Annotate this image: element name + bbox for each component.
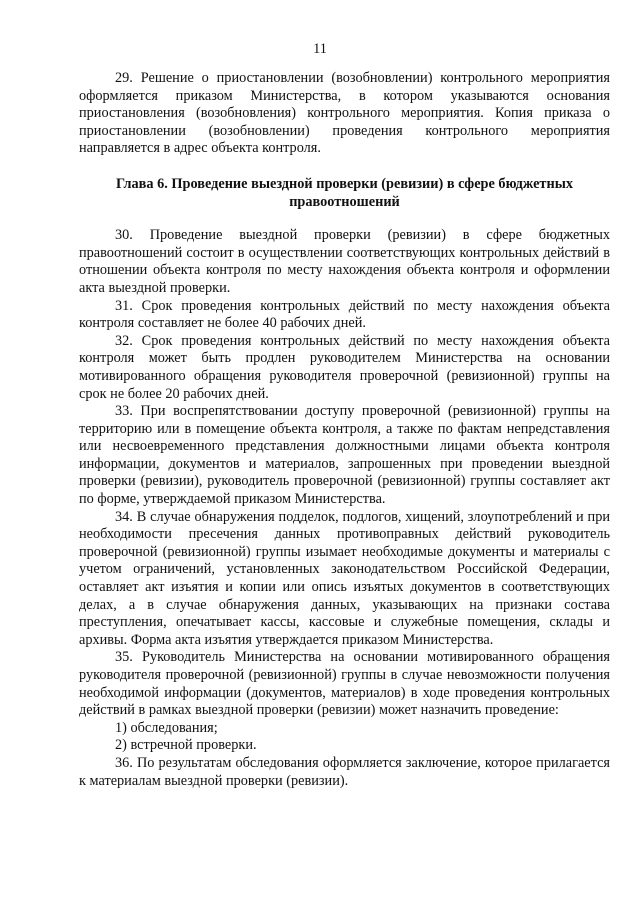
paragraph-33: 33. При воспрепятствовании доступу проверочной (ревизионной) группы на территорию или в помещение объекта контроля, а также по фактам непредставления или несвоевременного представления должностными лицами объекта контроля информации, документов и материалов, запрошенных при проведении выездной проверки (ревизии), руководитель проверочной (ревизионной) группы составляет акт по форме, утверждаемой приказом Министерства.: [79, 403, 610, 508]
chapter-title: Глава 6. Проведение выездной проверки (ревизии) в сфере бюджетных правоотношений: [115, 175, 574, 210]
paragraph-30: 30. Проведение выездной проверки (ревизии) в сфере бюджетных правоотношений состоит в осуществлении соответствующих контрольных действий в отношении объекта контроля по месту нахождения объекта контроля и оформлении акта выездной проверки.: [79, 227, 610, 296]
list-item-2: 2) встречной проверки.: [115, 737, 257, 754]
list-item-1: 1) обследования;: [115, 719, 218, 736]
paragraph-32: 32. Срок проведения контрольных действий по месту нахождения объекта контроля может быть продлен руководителем Министерства на основании мотивированного обращения руководителя проверочной (ревизионной) группы на срок не более 20 рабочих дней.: [79, 332, 610, 402]
paragraph-36: 36. По результатам обследования оформляется заключение, которое прилагается к материалам выездной проверки (ревизии).: [79, 754, 610, 789]
page-number: 11: [313, 41, 327, 57]
document-body: [79, 70, 610, 790]
paragraph-31: 31. Срок проведения контрольных действий по месту нахождения объекта контроля составляет не более 40 рабочих дней.: [79, 297, 610, 332]
paragraph-34: 34. В случае обнаружения подделок, подлогов, хищений, злоупотреблений и при необходимости пресечения данных противоправных действий руководитель проверочной (ревизионной) группы изымает необходимые документы и материалы с учетом ограничений, установленных законодательством Российской Федерации, оставляет акт изъятия и копии или опись изъятых документов в соответствующих делах, а в случае обнаружения данных, указывающих на признаки состава преступления, опечатывает кассы, кассовые и служебные помещения, склады и архивы. Форма акта изъятия утверждается приказом Министерства.: [79, 508, 610, 648]
paragraph-35: 35. Руководитель Министерства на основании мотивированного обращения руководителя проверочной (ревизионной) группы в случае невозможности получения необходимой информации (документов, материалов) в ходе проведения контрольных действий в рамках выездной проверки (ревизии) может назначить проведение:: [79, 649, 610, 719]
paragraph-29: 29. Решение о приостановлении (возобновлении) контрольного мероприятия оформляется приказом Министерства, в котором указываются основания приостановления (возобновления) контрольного мероприятия. Копия приказа о приостановлении (возобновлении) проведения контрольного мероприятия направляется в адрес объекта контроля.: [79, 70, 610, 157]
